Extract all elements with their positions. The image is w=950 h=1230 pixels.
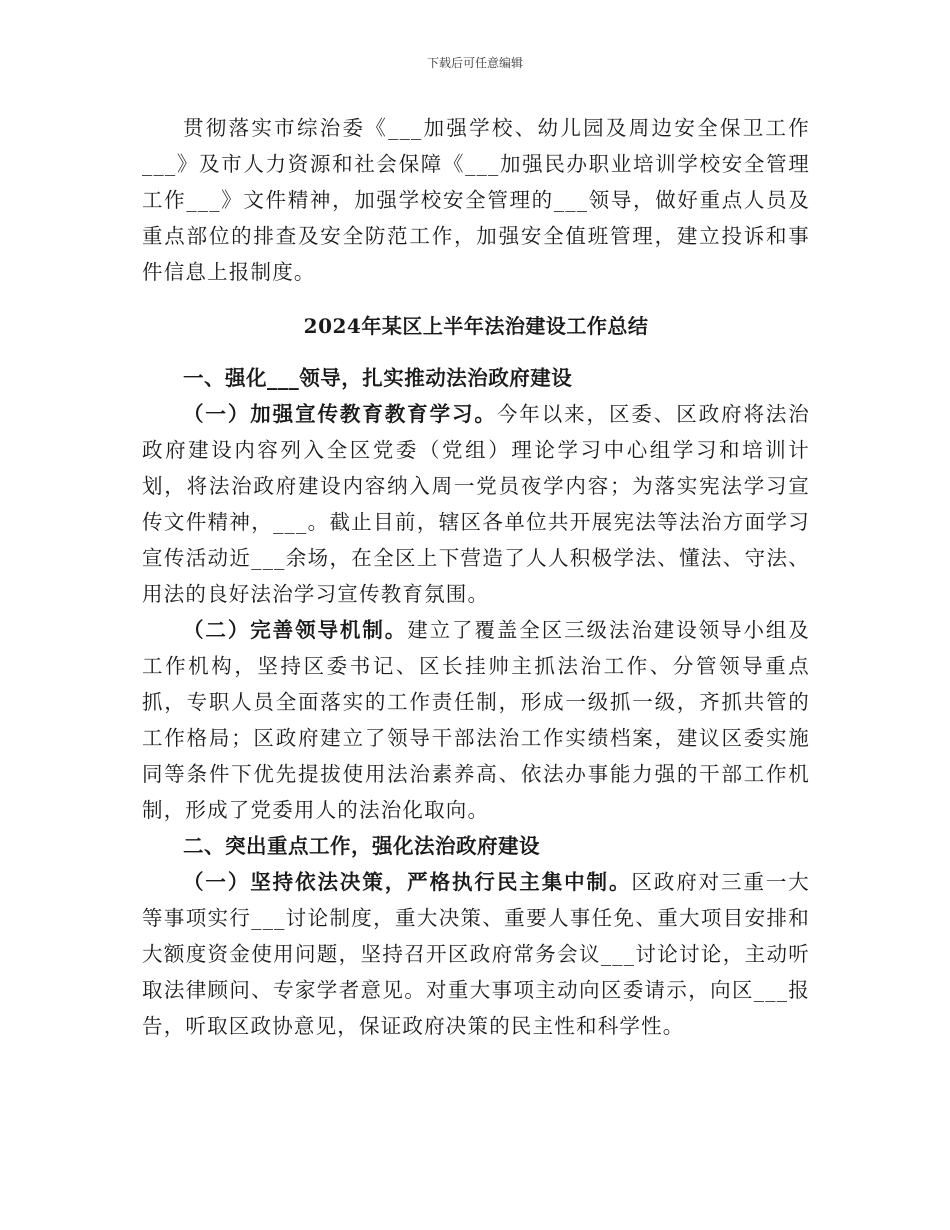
section2-item1-lead: （一）坚持依法决策，严格执行民主集中制。 — [183, 870, 632, 894]
section1-item1-paragraph — [142, 396, 810, 612]
section2-item1-paragraph — [142, 864, 810, 1044]
intro-paragraph: 贯彻落实市综治委《___加强学校、幼儿园及周边安全保卫工作___》及市人力资源和社会保障《___加强民办职业培训学校安全管理工作___》文件精神，加强学校安全管理的___领导，做好重点人员及重点部位的排查及安全防范工作，加强安全值班管理，建立投诉和事件信息上报制度。 — [142, 116, 810, 284]
section2-heading: 二、突出重点工作，强化法治政府建设 — [183, 834, 540, 858]
section1-item1-lead: （一）加强宣传教育教育学习。 — [183, 402, 497, 426]
document-title: 2024年某区上半年法治建设工作总结 — [303, 314, 649, 338]
document-body — [142, 110, 810, 1044]
section1-item2-lead: （二）完善领导机制。 — [183, 618, 408, 642]
section1-item2-paragraph — [142, 612, 810, 828]
section1-item1-body: 今年以来，区委、区政府将法治政府建设内容列入全区党委（党组）理论学习中心组学习和培训计划，将法治政府建设内容纳入周一党员夜学内容；为落实宪法学习宣传文件精神，___。截止目前，辖区各单位共开展宪法等法治方面学习宣传活动近___余场，在全区上下营造了人人积极学法、懂法、守法、用法的良好法治学习宣传教育氛围。 — [142, 402, 810, 606]
section2-item1-body: 区政府对三重一大等事项实行___讨论制度，重大决策、重要人事任免、重大项目安排和大额度资金使用问题，坚持召开区政府常务会议___讨论讨论，主动听取法律顾问、专家学者意见。对重大事项主动向区委请示，向区___报告，听取区政协意见，保证政府决策的民主性和科学性。 — [142, 870, 811, 1038]
section1-heading: 一、强化___领导，扎实推动法治政府建设 — [183, 366, 573, 390]
page-header: 下载后可任意编辑 — [426, 56, 523, 70]
section1-item2-body: 建立了覆盖全区三级法治建设领导小组及工作机构，坚持区委书记、区长挂帅主抓法治工作、分管领导重点抓，专职人员全面落实的工作责任制，形成一级抓一级，齐抓共管的工作格局；区政府建立了领导干部法治工作实绩档案，建议区委实施同等条件下优先提拔使用法治素养高、依法办事能力强的干部工作机制，形成了党委用人的法治化取向。 — [142, 618, 810, 822]
